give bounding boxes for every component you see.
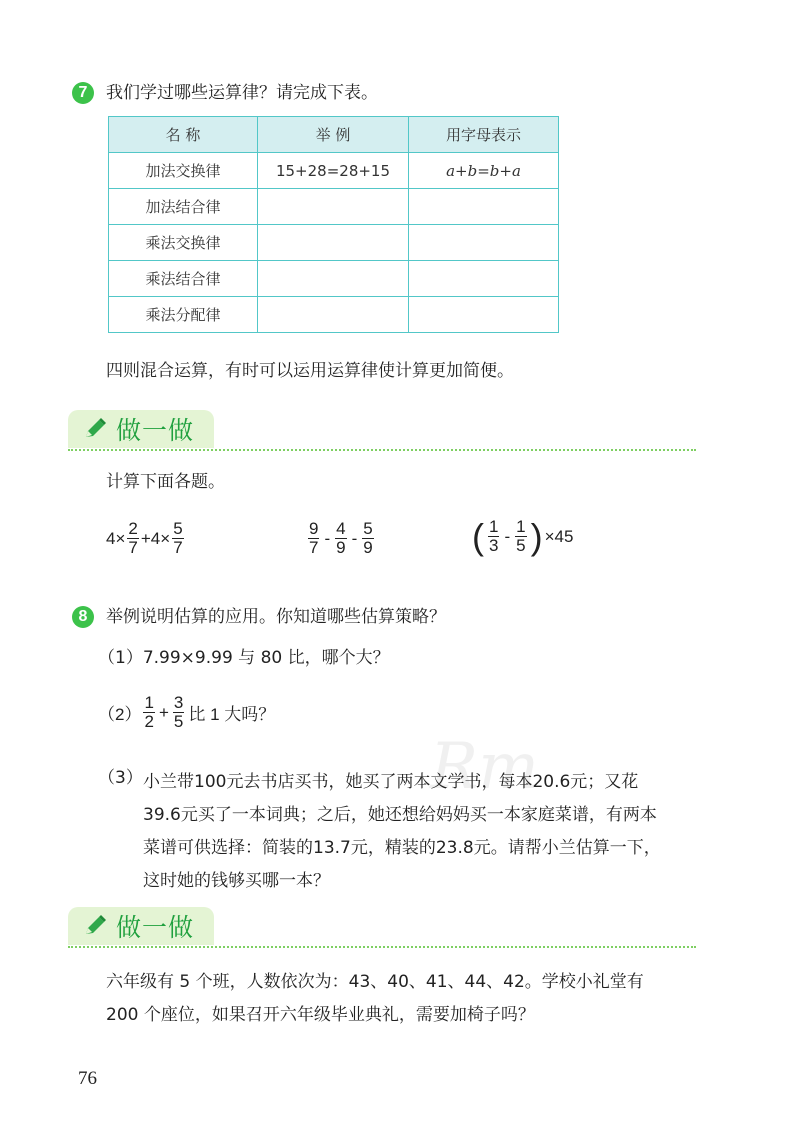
table-row [109, 261, 559, 297]
paragraph-line: 这时她的钱够买哪一本？ [143, 871, 330, 891]
fraction [362, 520, 373, 557]
sub-question-3-label: （3） [98, 768, 143, 788]
expr-text: - [504, 526, 511, 546]
fraction [173, 694, 184, 731]
numerator: 1 [489, 517, 499, 536]
question-8-prompt: 举例说明估算的应用。你知道哪些估算策略？ [106, 607, 446, 627]
expr-text: ) [530, 515, 543, 557]
question-number-8: 8 [72, 606, 94, 628]
fraction [308, 520, 319, 557]
law-letters: a+b=b+a [409, 153, 559, 189]
practice-banner [68, 410, 214, 448]
practice-instruction: 计算下面各题。 [106, 472, 225, 492]
denominator: 5 [173, 712, 184, 731]
expr-text: - [324, 528, 331, 548]
expr-text: - [351, 528, 358, 548]
law-letters-blank[interactable] [409, 225, 559, 261]
practice-title: 做一做 [116, 913, 195, 942]
law-name: 乘法交换律 [109, 225, 258, 261]
denominator: 2 [144, 712, 154, 731]
denominator: 7 [309, 538, 319, 557]
table-row [109, 225, 559, 261]
item-label: （2） [98, 705, 142, 724]
fraction [335, 520, 346, 557]
practice-banner [68, 907, 214, 945]
sub-question-1 [98, 646, 390, 670]
dotted-divider [68, 449, 696, 451]
paragraph-line: 小兰带100元去书店买书，她买了两本文学书，每本20.6元；又花 [143, 772, 639, 792]
fraction [127, 520, 138, 557]
page-number: 76 [78, 1068, 97, 1089]
numerator: 2 [128, 519, 138, 538]
table-header-row [109, 117, 559, 153]
denominator: 9 [363, 538, 373, 557]
law-name: 乘法分配律 [109, 297, 258, 333]
dotted-divider [68, 946, 696, 948]
law-example-blank[interactable] [258, 297, 409, 333]
header-name: 名 称 [109, 117, 258, 153]
paragraph-line: 39.6元买了一本词典；之后，她还想给妈妈买一本家庭菜谱，有两本 [143, 805, 657, 825]
law-letters-blank[interactable] [409, 297, 559, 333]
paragraph-line: 六年级有 5 个班，人数依次为：43、40、41、44、42。学校小礼堂有 [106, 972, 644, 992]
table-row [109, 297, 559, 333]
question-7-prompt: 我们学过哪些运算律？请完成下表。 [106, 83, 378, 103]
denominator: 7 [128, 538, 138, 557]
question-number-7: 7 [72, 82, 94, 104]
denominator: 9 [336, 538, 346, 557]
header-letters: 用字母表示 [409, 117, 559, 153]
expression-3 [470, 515, 574, 557]
numerator: 1 [516, 517, 526, 536]
item-text: 7.99×9.99 与 80 比，哪个大？ [142, 648, 390, 668]
denominator: 5 [516, 536, 526, 555]
expression-2 [306, 520, 376, 557]
law-example-blank[interactable] [258, 225, 409, 261]
operation-laws-table [108, 116, 559, 333]
numerator: 5 [173, 519, 183, 538]
denominator: 3 [489, 536, 499, 555]
paragraph-line: 200 个座位，如果召开六年级毕业典礼，需要加椅子吗？ [106, 1005, 535, 1025]
fraction [172, 520, 183, 557]
question-7-note: 四则混合运算，有时可以运用运算律使计算更加简便。 [106, 361, 514, 381]
law-name: 加法交换律 [109, 153, 258, 189]
numerator: 1 [144, 693, 154, 712]
fraction [488, 518, 499, 555]
numerator: 9 [309, 519, 319, 538]
fraction [515, 518, 526, 555]
law-example-blank[interactable] [258, 189, 409, 225]
numerator: 4 [336, 519, 346, 538]
table-row [109, 189, 559, 225]
sub-question-3 [143, 766, 661, 898]
expr-text: ( [472, 515, 484, 557]
item-label: （1） [98, 648, 143, 668]
expr-text: +4× [140, 528, 171, 548]
fraction [143, 694, 154, 731]
item-text: 比 1 大吗？ [188, 705, 276, 724]
header-example: 举 例 [258, 117, 409, 153]
law-letters-blank[interactable] [409, 261, 559, 297]
expr-text: ×45 [544, 526, 574, 546]
paragraph-line: 菜谱可供选择：简装的13.7元，精装的23.8元。请帮小兰估算一下， [143, 838, 661, 858]
practice-2-problem [106, 966, 644, 1032]
numerator: 5 [363, 519, 373, 538]
numerator: 3 [173, 693, 184, 712]
expr-text: + [158, 702, 169, 722]
expr-text: × [115, 528, 126, 548]
practice-title: 做一做 [116, 416, 195, 445]
sub-question-2 [98, 694, 275, 731]
watermark: Rm [430, 730, 539, 804]
pencil-icon [82, 416, 108, 442]
table-row [109, 153, 559, 189]
law-example-blank[interactable] [258, 261, 409, 297]
law-name: 加法结合律 [109, 189, 258, 225]
denominator: 7 [173, 538, 183, 557]
law-name: 乘法结合律 [109, 261, 258, 297]
law-example: 15+28=28+15 [258, 153, 409, 189]
expr-text: 4 [106, 528, 116, 548]
law-letters-blank[interactable] [409, 189, 559, 225]
pencil-icon [82, 913, 108, 939]
expression-1 [106, 520, 186, 557]
